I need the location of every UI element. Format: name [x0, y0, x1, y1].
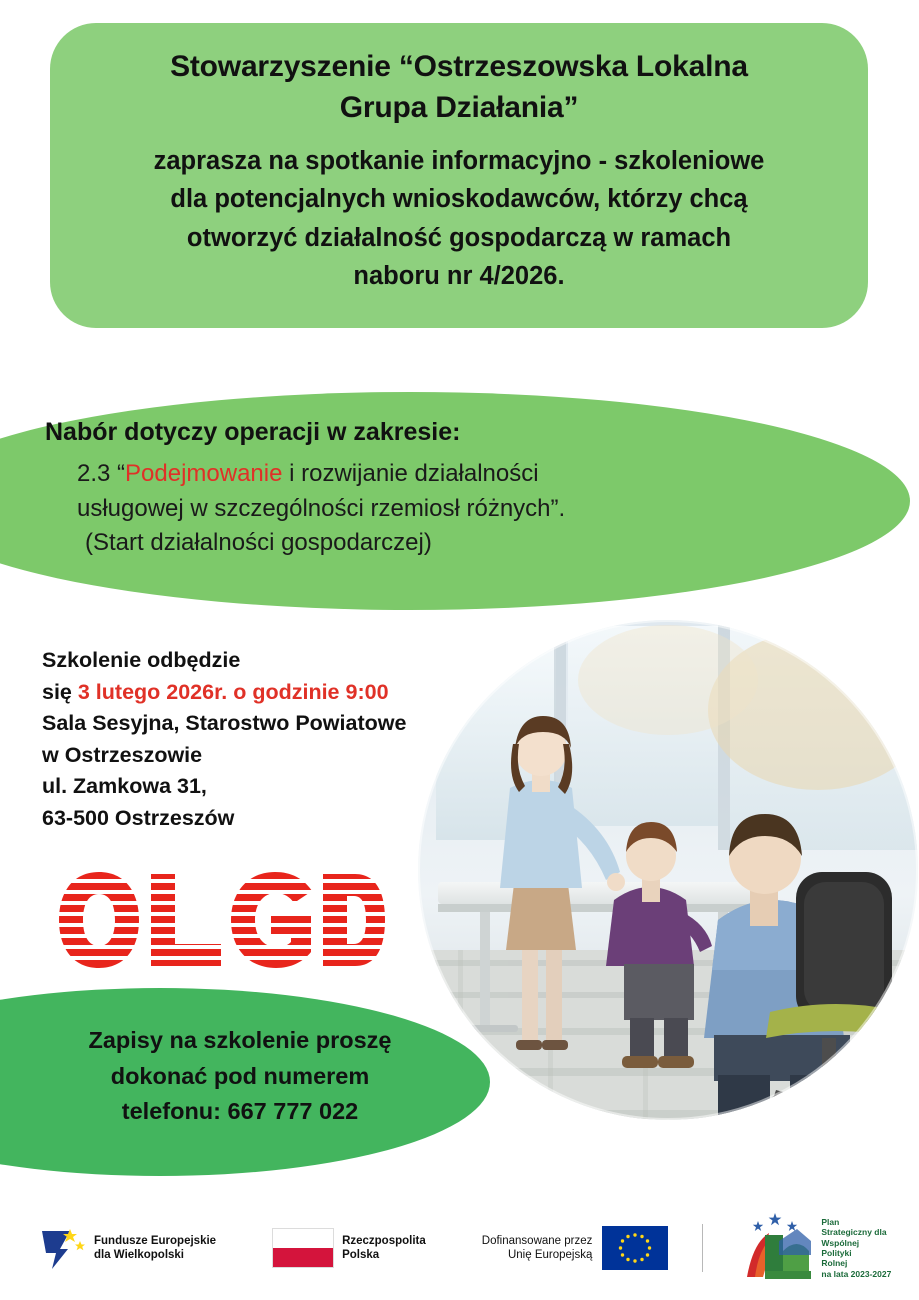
details-date-time: 3 lutego 2026r. o godzinie 9:00 — [77, 679, 389, 704]
footer-item3-line2: Unię Europejską — [507, 1249, 593, 1261]
signup-line-3: telefonu: 667 777 022 — [121, 1098, 359, 1125]
scope-line-1 — [45, 457, 835, 492]
scope-heading: Nabór dotyczy operacji w zakresie: — [45, 418, 461, 446]
meeting-photo — [418, 620, 918, 1120]
details-line-3: Sala Sesyjna, Starostwo Powiatowe — [42, 711, 407, 736]
scope-line-3: (Start działalności gospodarczej) — [85, 529, 432, 557]
footer-item2-line1: Rzeczpospolita — [342, 1234, 426, 1247]
details-line-2-prefix: się — [42, 679, 78, 704]
header-announcement-box — [50, 23, 868, 328]
scope-content — [45, 418, 835, 561]
psr-label — [821, 1217, 891, 1279]
meeting-photo-illustration — [418, 620, 918, 1120]
signup-line-1: Zapisy na szkolenie proszę — [88, 1027, 392, 1053]
footer-funduszeeuropejskie — [40, 1225, 216, 1271]
eu-flag-icon — [602, 1226, 668, 1270]
footer-item4-line1: Plan — [821, 1216, 840, 1227]
rzeczpospolita-polska-label — [342, 1234, 426, 1263]
footer-item2-line2: Polska — [342, 1249, 380, 1261]
header-subtitle-line-4: naboru nr 4/2026. — [353, 261, 565, 290]
details-line-5: ul. Zamkowa 31, — [42, 774, 207, 799]
scope-line-2: usługowej w szczególności rzemiosł różnych”. — [77, 494, 566, 522]
footer-dofinansowane-przez-ue — [482, 1226, 669, 1270]
footer-divider — [702, 1224, 703, 1272]
footer-plan-strategiczny — [739, 1211, 891, 1285]
footer-item4-line4: Polityki — [821, 1248, 852, 1258]
footer-item4-line5: Rolnej — [821, 1258, 848, 1269]
details-line-6: 63-500 Ostrzeszów — [42, 805, 235, 830]
olgd-logo-graphic — [55, 872, 385, 968]
dofinansowane-label — [482, 1234, 593, 1263]
training-details — [42, 645, 482, 835]
header-title-line-1: Stowarzyszenie “Ostrzeszowska Lokalna — [170, 50, 748, 83]
header-subtitle-line-2: dla potencjalnych wnioskodawców, którzy chcą — [170, 185, 748, 214]
fundusze-europejskie-label — [94, 1234, 216, 1263]
poland-flag-icon — [272, 1228, 334, 1268]
footer-item4-line3: Wspólnej — [821, 1237, 860, 1248]
footer-item1-line2: dla Wielkopolski — [94, 1249, 185, 1261]
details-line-2 — [42, 677, 482, 709]
signup-line-2: dokonać pod numerem — [110, 1062, 370, 1089]
header-subtitle — [90, 142, 828, 295]
header-subtitle-line-1: zaprasza na spotkanie informacyjno - szkoleniowe — [153, 147, 765, 175]
details-line-4: w Ostrzeszowie — [42, 742, 203, 767]
footer-item4-line2: Strategiczny dla — [821, 1227, 887, 1238]
header-subtitle-line-3: otworzyć działalność gospodarczą w ramach — [186, 223, 732, 252]
details-line-1: Szkolenie odbędzie — [42, 648, 241, 672]
scope-line-1-prefix: 2.3 “ — [77, 460, 126, 487]
scope-line-1-suffix: i rozwijanie działalności — [282, 460, 539, 487]
footer-item3-line1: Dofinansowane przez — [481, 1234, 593, 1247]
footer-rzeczpospolita-polska — [272, 1228, 426, 1268]
header-title — [90, 47, 828, 128]
header-title-line-2: Grupa Działania” — [339, 90, 579, 124]
fundusze-europejskie-icon — [40, 1225, 86, 1271]
psr-wpr-icon — [739, 1211, 815, 1285]
footer-item1-line1: Fundusze Europejskie — [94, 1234, 217, 1247]
signup-info — [30, 1023, 450, 1130]
eu-stars-icon — [602, 1226, 668, 1270]
olgd-logo — [55, 872, 385, 968]
footer-item4-line6: na lata 2023-2027 — [821, 1268, 892, 1279]
scope-line-1-accent: Podejmowanie — [125, 460, 283, 487]
footer-logo-bar — [0, 1196, 919, 1300]
